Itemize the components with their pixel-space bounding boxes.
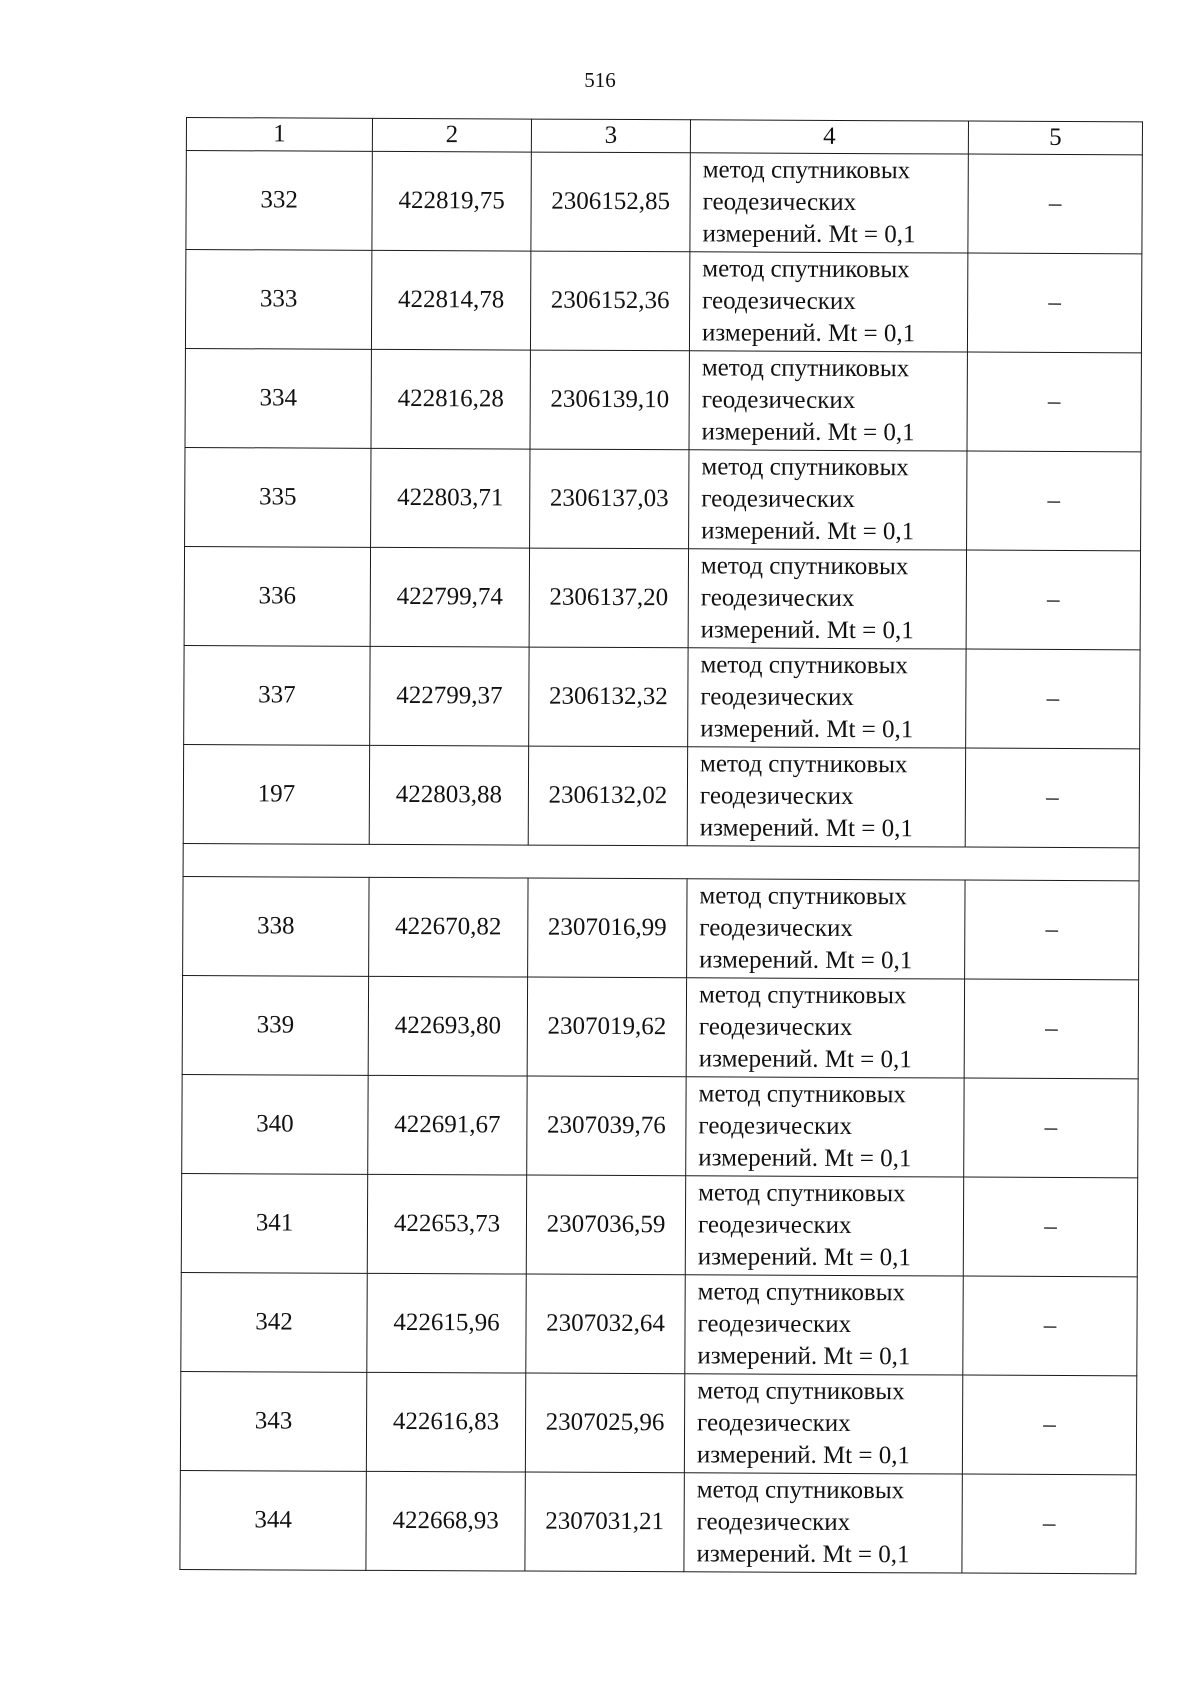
x-coordinate-cell: 422819,75 — [372, 151, 531, 251]
accuracy-cell — [966, 649, 1140, 749]
dash-value: – — [1047, 486, 1061, 514]
header-cell: 4 — [690, 120, 968, 154]
method-cell — [689, 351, 967, 451]
method-text-line: измерений. Mt = 0,1 — [701, 418, 915, 447]
method-text-line: метод спутниковых — [701, 453, 909, 482]
method-text-line: геодезических — [699, 782, 854, 811]
accuracy-cell — [963, 1177, 1137, 1277]
y-coordinate-cell: 2306132,02 — [528, 746, 687, 846]
x-coordinate-cell: 422691,67 — [368, 1075, 527, 1175]
x-coordinate-cell: 422616,83 — [366, 1372, 525, 1472]
accuracy-cell — [967, 253, 1141, 353]
header-cell: 5 — [968, 121, 1142, 155]
accuracy-cell — [963, 1276, 1137, 1376]
table-row — [182, 1074, 1138, 1177]
method-text-line: метод спутниковых — [698, 1080, 907, 1109]
method-text-line: измерений. Mt = 0,1 — [697, 1342, 911, 1371]
point-number-cell: 344 — [180, 1470, 366, 1570]
table-row — [180, 1470, 1136, 1573]
accuracy-cell — [968, 154, 1142, 254]
table-header-row — [186, 118, 1142, 155]
point-number-cell: 337 — [184, 645, 370, 745]
page-number: 516 — [584, 68, 616, 92]
point-number-cell: 336 — [184, 546, 370, 646]
method-cell — [689, 450, 967, 550]
method-text-line: измерений. Mt = 0,1 — [701, 517, 915, 546]
x-coordinate-cell: 422799,74 — [370, 547, 529, 647]
table-row — [185, 250, 1141, 353]
x-coordinate-cell: 422814,78 — [371, 250, 530, 350]
point-number-cell: 339 — [182, 975, 368, 1075]
y-coordinate-cell: 2307032,64 — [526, 1274, 685, 1374]
dash-value: – — [1046, 783, 1059, 811]
table-row — [181, 1173, 1137, 1276]
method-text-line: геодезических — [702, 188, 857, 217]
point-number-cell: 343 — [180, 1371, 366, 1471]
dash-value: – — [1043, 1410, 1056, 1438]
method-cell — [686, 1077, 964, 1177]
y-coordinate-cell: 2307036,59 — [526, 1175, 685, 1275]
y-coordinate-cell: 2307039,76 — [527, 1076, 686, 1176]
method-text-line: геодезических — [697, 1409, 851, 1438]
method-text-line: метод спутниковых — [699, 882, 907, 911]
accuracy-cell — [966, 550, 1140, 650]
point-number-cell: 342 — [181, 1272, 367, 1372]
x-coordinate-cell: 422816,28 — [371, 349, 530, 449]
dash-value: – — [1047, 585, 1060, 613]
method-text-line: метод спутниковых — [701, 354, 910, 383]
point-number-cell: 338 — [183, 876, 369, 976]
method-text-line: метод спутниковых — [698, 981, 907, 1010]
table-row — [185, 348, 1141, 451]
point-number-cell: 333 — [185, 250, 371, 350]
method-cell — [684, 1374, 962, 1474]
method-text-line: измерений. Mt = 0,1 — [696, 1540, 910, 1569]
method-text-line: геодезических — [701, 485, 855, 514]
coordinates-table — [179, 117, 1143, 1574]
x-coordinate-cell: 422653,73 — [367, 1174, 526, 1274]
x-coordinate-cell: 422799,37 — [370, 646, 529, 746]
y-coordinate-cell: 2306152,85 — [531, 152, 690, 252]
method-text-line: геодезических — [699, 914, 853, 943]
dash-value: – — [1043, 1311, 1057, 1339]
table-row — [185, 447, 1141, 550]
x-coordinate-cell: 422668,93 — [366, 1471, 525, 1571]
method-text-line: измерений. Mt = 0,1 — [697, 1243, 911, 1272]
header-cell: 2 — [372, 118, 531, 152]
method-cell — [686, 978, 964, 1078]
method-cell — [688, 549, 966, 649]
method-cell — [685, 1176, 963, 1276]
accuracy-cell — [965, 748, 1139, 848]
method-text-line: метод спутниковых — [697, 1278, 906, 1307]
method-cell — [687, 747, 965, 847]
dash-value: – — [1047, 387, 1061, 415]
method-cell — [685, 1275, 963, 1375]
y-coordinate-cell: 2306137,03 — [530, 449, 689, 549]
method-text-line: метод спутниковых — [702, 255, 910, 284]
dash-value: – — [1048, 288, 1061, 316]
point-number-cell: 340 — [182, 1074, 368, 1174]
method-cell — [690, 153, 968, 253]
method-text-line: геодезических — [702, 287, 856, 316]
point-number-cell: 335 — [185, 447, 371, 547]
table-row — [183, 876, 1139, 979]
dash-value: – — [1042, 1509, 1056, 1537]
method-text-line: геодезических — [697, 1211, 852, 1240]
table-row — [186, 151, 1142, 254]
point-number-cell: 341 — [181, 1173, 367, 1273]
method-text-line: измерений. Mt = 0,1 — [699, 946, 913, 975]
accuracy-cell — [967, 451, 1141, 551]
x-coordinate-cell: 422803,88 — [369, 745, 528, 845]
method-text-line: измерений. Mt = 0,1 — [698, 1045, 912, 1074]
method-text-line: геодезических — [700, 584, 855, 613]
method-cell — [689, 252, 967, 352]
y-coordinate-cell: 2306152,36 — [530, 251, 689, 351]
method-text-line: измерений. Mt = 0,1 — [698, 1144, 912, 1173]
accuracy-cell — [962, 1474, 1136, 1574]
method-text-line: метод спутниковых — [700, 750, 908, 779]
header-cell: 1 — [186, 118, 372, 152]
dash-value: – — [1045, 915, 1059, 943]
method-text-line: метод спутниковых — [702, 156, 911, 185]
method-text-line: измерений. Mt = 0,1 — [701, 319, 916, 348]
method-text-line: геодезических — [696, 1508, 851, 1537]
y-coordinate-cell: 2307019,62 — [527, 977, 686, 1077]
point-number-cell: 334 — [185, 348, 371, 448]
table-row — [184, 645, 1140, 748]
point-number-cell: 197 — [183, 744, 369, 844]
method-text-line: метод спутниковых — [698, 1179, 906, 1208]
y-coordinate-cell: 2307025,96 — [525, 1373, 684, 1473]
table-row — [183, 744, 1139, 847]
table-row — [181, 1272, 1137, 1375]
table-row — [180, 1371, 1136, 1474]
y-coordinate-cell: 2307016,99 — [528, 878, 687, 978]
method-text-line: геодезических — [700, 683, 855, 712]
accuracy-cell — [964, 1078, 1138, 1178]
method-text-line: метод спутниковых — [700, 552, 909, 581]
method-cell — [688, 648, 966, 748]
x-coordinate-cell: 422615,96 — [367, 1273, 526, 1373]
method-text-line: измерений. Mt = 0,1 — [696, 1441, 911, 1470]
method-text-line: метод спутниковых — [696, 1476, 905, 1505]
method-cell — [684, 1473, 962, 1573]
table-row — [184, 546, 1140, 649]
method-cell — [687, 879, 965, 979]
dash-value: – — [1044, 1113, 1058, 1141]
dash-value: – — [1044, 1212, 1057, 1240]
accuracy-cell — [967, 352, 1141, 452]
accuracy-cell — [962, 1375, 1136, 1475]
method-text-line: измерений. Mt = 0,1 — [700, 715, 914, 744]
x-coordinate-cell: 422693,80 — [368, 976, 527, 1076]
point-number-cell: 332 — [186, 151, 372, 251]
y-coordinate-cell: 2306139,10 — [530, 350, 689, 450]
table-row — [182, 975, 1138, 1078]
method-text-line: геодезических — [698, 1112, 853, 1141]
x-coordinate-cell: 422670,82 — [369, 877, 528, 977]
method-text-line: измерений. Mt = 0,1 — [699, 814, 913, 843]
y-coordinate-cell: 2306137,20 — [529, 548, 688, 648]
y-coordinate-cell: 2306132,32 — [529, 647, 688, 747]
accuracy-cell — [965, 880, 1139, 980]
method-text-line: измерений. Mt = 0,1 — [702, 220, 916, 249]
dash-value: – — [1046, 684, 1060, 712]
method-text-line: метод спутниковых — [697, 1377, 905, 1406]
separator-row — [183, 843, 1139, 880]
separator-cell — [183, 843, 1139, 880]
method-text-line: измерений. Mt = 0,1 — [700, 616, 914, 645]
method-text-line: метод спутниковых — [700, 651, 908, 680]
header-cell: 3 — [531, 119, 690, 153]
accuracy-cell — [964, 979, 1138, 1079]
dash-value: – — [1048, 189, 1062, 217]
method-text-line: геодезических — [698, 1013, 853, 1042]
method-text-line: геодезических — [697, 1310, 852, 1339]
dash-value: – — [1045, 1014, 1058, 1042]
y-coordinate-cell: 2307031,21 — [525, 1472, 684, 1572]
method-text-line: геодезических — [701, 386, 856, 415]
x-coordinate-cell: 422803,71 — [371, 448, 530, 548]
